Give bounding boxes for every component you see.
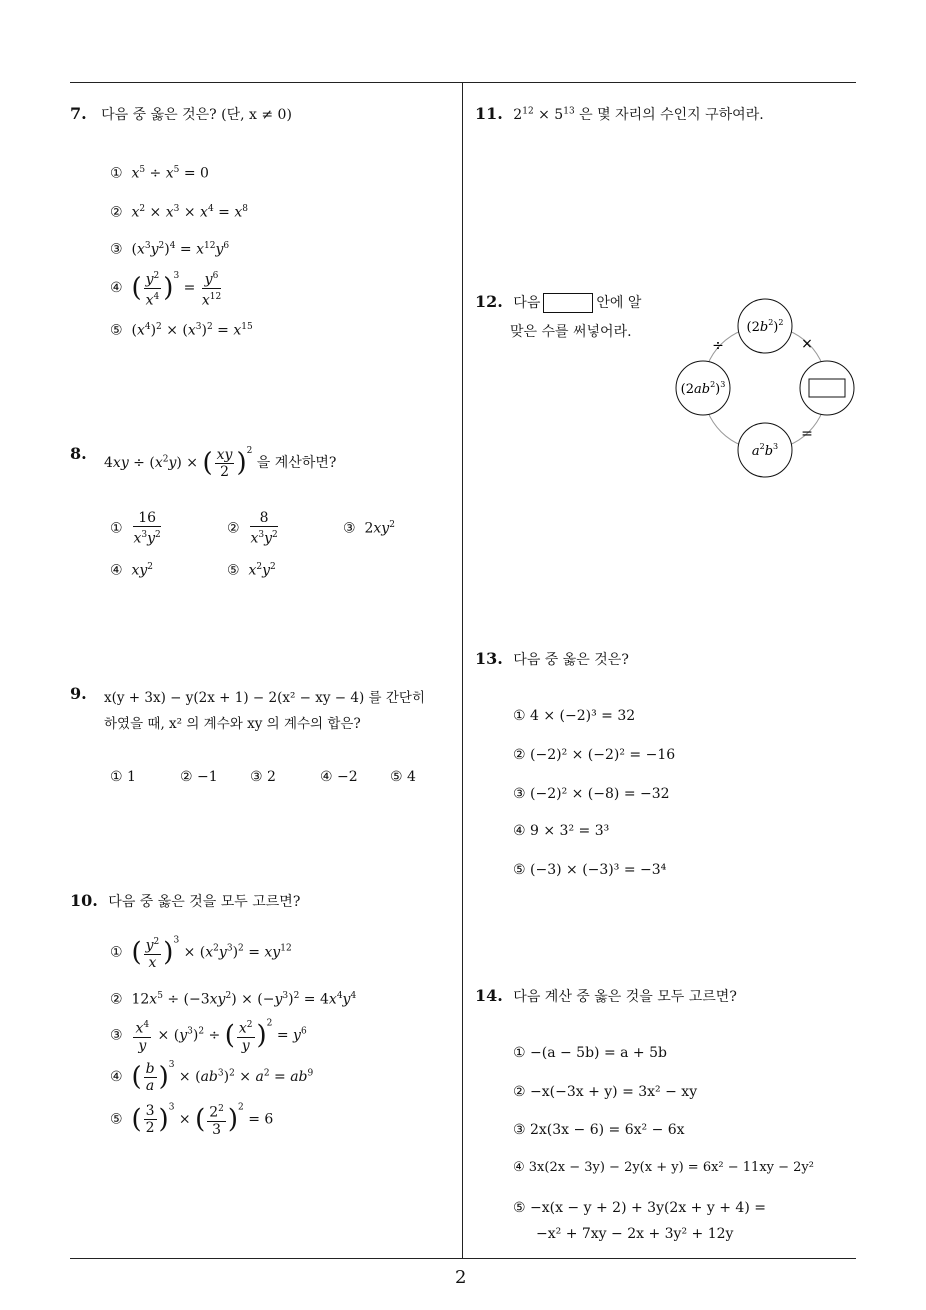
q14-option-5: ⑤ −x(x − y + 2) + 3y(2x + y + 4) = xyxy=(513,1200,766,1216)
top-rule xyxy=(70,82,856,83)
question-11 xyxy=(475,104,764,124)
q14-option-3: ③ 2x(3x − 6) = 6x² − 6x xyxy=(513,1122,685,1138)
node-top-label: $(2b^2)^2$ xyxy=(746,318,784,335)
question-8 xyxy=(70,444,87,463)
q13-option-3: ③ (−2)² × (−8) = −32 xyxy=(513,786,670,802)
q8-option-1: ① $\frac{16}{x^3y^2}$ xyxy=(110,510,161,547)
q9-option-5: ⑤ 4 xyxy=(390,769,416,785)
question-text: $2^{12} \times 5^{13}$ 은 몇 자리의 수인지 구하여라. xyxy=(513,106,764,123)
q13-option-2: ② (−2)² × (−2)² = −16 xyxy=(513,747,676,763)
q7-option-3: ③ $(x^3y^2)^4 = x^{12}y^6$ xyxy=(110,241,230,258)
question-13 xyxy=(475,649,629,669)
question-text: $4xy \div (x^2y)$ × ( $\frac{xy}{2}$ )$^2$ 을 계산하면? xyxy=(104,446,337,480)
q10-option-4: ④ ( $\frac{b}{a}$ )$^3 \times (ab^3)^2 \times a^2 = ab^9$ xyxy=(110,1060,314,1094)
q10-option-2: ② $12x^5 \div (-3xy^2) \times (-y^3)^2 = 4x^4y^4$ xyxy=(110,991,357,1008)
q13-option-5: ⑤ (−3) × (−3)³ = −3⁴ xyxy=(513,862,667,878)
q10-option-1: ① ( $\frac{y^2}{x}$ )$^3 \times (x^2y^3)^2 = xy^{12}$ xyxy=(110,935,292,971)
question-number: 7. xyxy=(70,104,87,123)
question-12: 12. 다음 안에 알 xyxy=(475,292,642,311)
question-number: 14. xyxy=(475,986,503,1005)
question-text-line2: 맞은 수를 써넣어라. xyxy=(510,324,632,340)
q10-option-5: ⑤ ( $\frac{3}{2}$ )$^3$ × ( $\frac{2^2}{3}$ )$^2$ = 6 xyxy=(110,1102,274,1138)
cycle-diagram xyxy=(670,298,860,483)
q8-option-5: ⑤ $x^2y^2$ xyxy=(227,562,276,579)
question-number: 8. xyxy=(70,444,87,463)
q14-option-1: ① −(a − 5b) = a + 5b xyxy=(513,1045,667,1061)
question-text-line2: 하였을 때, x² 의 계수와 xy 의 계수의 합은? xyxy=(104,716,361,732)
q14-option-5-line2: −x² + 7xy − 2x + 3y² + 12y xyxy=(536,1226,734,1242)
op-divide: ÷ xyxy=(712,338,724,354)
question-10 xyxy=(70,891,300,911)
question-number: 10. xyxy=(70,891,98,910)
question-7 xyxy=(70,104,292,124)
question-text: 다음 중 옳은 것은? xyxy=(513,652,629,668)
q7-option-1: ① $x^5 \div x^5 = 0$ xyxy=(110,165,209,182)
question-14 xyxy=(475,986,737,1006)
node-left-label: $(2ab^2)^3$ xyxy=(680,380,726,397)
q9-option-2: ② −1 xyxy=(180,769,218,785)
bottom-rule xyxy=(70,1258,856,1259)
q7-option-2: ② $x^2 \times x^3 \times x^4 = x^8$ xyxy=(110,204,248,221)
question-text: 다음 중 옳은 것을 모두 고르면? xyxy=(108,894,301,910)
node-right-answer-box xyxy=(809,379,845,397)
q7-option-5: ⑤ $(x^4)^2 \times (x^3)^2 = x^{15}$ xyxy=(110,322,253,339)
q13-option-4: ④ 9 × 3² = 3³ xyxy=(513,823,610,839)
q13-option-1: ① 4 × (−2)³ = 32 xyxy=(513,708,636,724)
question-text-line1: x(y + 3x) − y(2x + 1) − 2(x² − xy − 4) 를 간단히 xyxy=(104,690,426,706)
column-divider xyxy=(462,83,463,1259)
q14-option-4: ④ 3x(2x − 3y) − 2y(x + y) = 6x² − 11xy − 2y² xyxy=(513,1160,814,1175)
q7-option-4: ④ ( $\frac{y^2}{x^4}$ )$^3$ = $\frac{y^6}{x^{12}}$ xyxy=(110,268,223,308)
question-number: 12. xyxy=(475,292,503,311)
q8-option-4: ④ $xy^2$ xyxy=(110,562,154,579)
question-9 xyxy=(70,684,87,703)
question-text: 다음 중 옳은 것은? (단, x ≠ 0) xyxy=(101,107,292,123)
op-equals: = xyxy=(801,426,813,442)
q9-option-4: ④ −2 xyxy=(320,769,358,785)
q10-option-3: ③ $\frac{x^4}{y}$ × $(y^3)^2$ ÷ ( $\frac{x^2}{y}$ )$^2 = y^6$ xyxy=(110,1018,307,1054)
question-number: 9. xyxy=(70,684,87,703)
page-number: 2 xyxy=(455,1267,467,1288)
question-number: 13. xyxy=(475,649,503,668)
q8-option-2: ② $\frac{8}{x^3y^2}$ xyxy=(227,510,278,547)
op-multiply: × xyxy=(801,336,813,352)
answer-box xyxy=(543,293,593,313)
q9-option-3: ③ 2 xyxy=(250,769,276,785)
q8-option-3: ③ $2xy^2$ xyxy=(343,520,395,537)
question-number: 11. xyxy=(475,104,503,123)
question-text: 다음 계산 중 옳은 것을 모두 고르면? xyxy=(513,989,737,1005)
q9-option-1: ① 1 xyxy=(110,769,136,785)
q14-option-2: ② −x(−3x + y) = 3x² − xy xyxy=(513,1084,698,1100)
node-bottom-label: $a^2b^3$ xyxy=(751,442,779,459)
